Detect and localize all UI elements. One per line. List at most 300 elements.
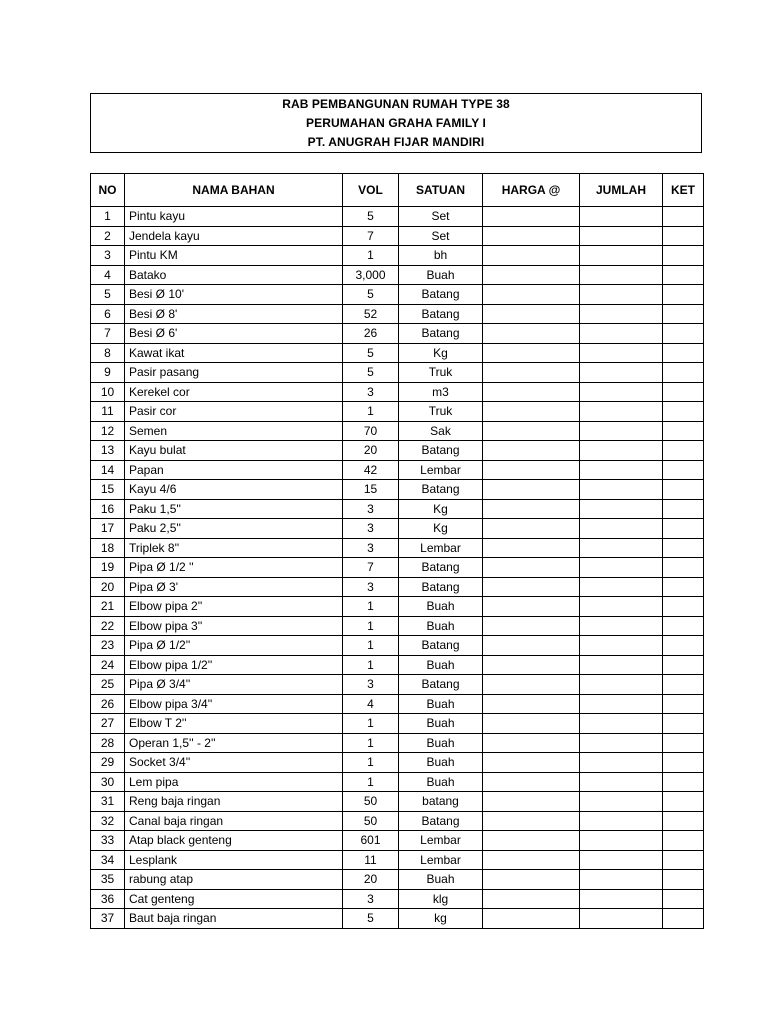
cell-vol: 7 bbox=[343, 226, 399, 246]
cell-nama-bahan: Pipa Ø 1/2 '' bbox=[125, 558, 343, 578]
cell-ket bbox=[663, 558, 704, 578]
cell-harga bbox=[483, 285, 580, 305]
cell-satuan: Lembar bbox=[399, 460, 483, 480]
cell-satuan: Lembar bbox=[399, 831, 483, 851]
cell-harga bbox=[483, 246, 580, 266]
cell-no: 34 bbox=[91, 850, 125, 870]
cell-satuan: Batang bbox=[399, 558, 483, 578]
cell-harga bbox=[483, 363, 580, 383]
cell-ket bbox=[663, 343, 704, 363]
cell-harga bbox=[483, 402, 580, 422]
cell-vol: 1 bbox=[343, 636, 399, 656]
cell-satuan: Batang bbox=[399, 636, 483, 656]
cell-ket bbox=[663, 675, 704, 695]
cell-nama-bahan: Kerekel cor bbox=[125, 382, 343, 402]
cell-nama-bahan: Pipa Ø 1/2'' bbox=[125, 636, 343, 656]
cell-satuan: batang bbox=[399, 792, 483, 812]
cell-vol: 7 bbox=[343, 558, 399, 578]
cell-ket bbox=[663, 714, 704, 734]
cell-ket bbox=[663, 831, 704, 851]
cell-nama-bahan: Pintu kayu bbox=[125, 207, 343, 227]
header-satuan: SATUAN bbox=[399, 174, 483, 207]
cell-jumlah bbox=[580, 480, 663, 500]
cell-nama-bahan: Socket 3/4'' bbox=[125, 753, 343, 773]
cell-ket bbox=[663, 538, 704, 558]
cell-no: 33 bbox=[91, 831, 125, 851]
cell-ket bbox=[663, 499, 704, 519]
cell-jumlah bbox=[580, 889, 663, 909]
cell-jumlah bbox=[580, 870, 663, 890]
header-harga: HARGA @ bbox=[483, 174, 580, 207]
cell-vol: 1 bbox=[343, 597, 399, 617]
cell-nama-bahan: Papan bbox=[125, 460, 343, 480]
cell-nama-bahan: Kayu bulat bbox=[125, 441, 343, 461]
cell-ket bbox=[663, 285, 704, 305]
cell-vol: 3 bbox=[343, 577, 399, 597]
cell-ket bbox=[663, 889, 704, 909]
cell-jumlah bbox=[580, 324, 663, 344]
cell-no: 26 bbox=[91, 694, 125, 714]
cell-vol: 3,000 bbox=[343, 265, 399, 285]
title-line-3: PT. ANUGRAH FIJAR MANDIRI bbox=[307, 134, 485, 149]
cell-vol: 5 bbox=[343, 285, 399, 305]
cell-jumlah bbox=[580, 733, 663, 753]
cell-satuan: Set bbox=[399, 207, 483, 227]
cell-ket bbox=[663, 519, 704, 539]
title-line-1: RAB PEMBANGUNAN RUMAH TYPE 38 bbox=[282, 96, 510, 111]
cell-nama-bahan: Pasir cor bbox=[125, 402, 343, 422]
cell-no: 18 bbox=[91, 538, 125, 558]
cell-satuan: klg bbox=[399, 889, 483, 909]
cell-jumlah bbox=[580, 558, 663, 578]
cell-harga bbox=[483, 324, 580, 344]
cell-ket bbox=[663, 421, 704, 441]
table-header-row bbox=[91, 174, 704, 207]
cell-satuan: Batang bbox=[399, 324, 483, 344]
cell-no: 4 bbox=[91, 265, 125, 285]
cell-vol: 50 bbox=[343, 811, 399, 831]
cell-no: 6 bbox=[91, 304, 125, 324]
cell-nama-bahan: Paku 1,5'' bbox=[125, 499, 343, 519]
cell-ket bbox=[663, 733, 704, 753]
table-row bbox=[91, 636, 704, 656]
cell-no: 15 bbox=[91, 480, 125, 500]
cell-nama-bahan: Elbow T 2'' bbox=[125, 714, 343, 734]
cell-ket bbox=[663, 597, 704, 617]
cell-satuan: Batang bbox=[399, 811, 483, 831]
table-row bbox=[91, 597, 704, 617]
table-row bbox=[91, 733, 704, 753]
cell-harga bbox=[483, 421, 580, 441]
cell-ket bbox=[663, 363, 704, 383]
cell-nama-bahan: Triplek 8'' bbox=[125, 538, 343, 558]
cell-jumlah bbox=[580, 499, 663, 519]
table-row bbox=[91, 831, 704, 851]
cell-vol: 1 bbox=[343, 402, 399, 422]
cell-harga bbox=[483, 850, 580, 870]
cell-nama-bahan: Reng baja ringan bbox=[125, 792, 343, 812]
cell-vol: 52 bbox=[343, 304, 399, 324]
cell-no: 7 bbox=[91, 324, 125, 344]
cell-harga bbox=[483, 616, 580, 636]
table-row bbox=[91, 909, 704, 929]
cell-no: 19 bbox=[91, 558, 125, 578]
cell-ket bbox=[663, 207, 704, 227]
cell-satuan: Buah bbox=[399, 870, 483, 890]
cell-ket bbox=[663, 304, 704, 324]
cell-jumlah bbox=[580, 343, 663, 363]
cell-jumlah bbox=[580, 675, 663, 695]
cell-harga bbox=[483, 792, 580, 812]
cell-jumlah bbox=[580, 207, 663, 227]
cell-satuan: bh bbox=[399, 246, 483, 266]
cell-ket bbox=[663, 226, 704, 246]
cell-harga bbox=[483, 831, 580, 851]
table-row bbox=[91, 772, 704, 792]
cell-satuan: Batang bbox=[399, 675, 483, 695]
cell-nama-bahan: Paku 2,5'' bbox=[125, 519, 343, 539]
table-row bbox=[91, 694, 704, 714]
cell-vol: 5 bbox=[343, 909, 399, 929]
cell-no: 36 bbox=[91, 889, 125, 909]
table-row bbox=[91, 363, 704, 383]
table-row bbox=[91, 577, 704, 597]
table-row bbox=[91, 792, 704, 812]
cell-no: 32 bbox=[91, 811, 125, 831]
table-row bbox=[91, 519, 704, 539]
cell-no: 1 bbox=[91, 207, 125, 227]
cell-no: 14 bbox=[91, 460, 125, 480]
table-row bbox=[91, 246, 704, 266]
cell-satuan: Buah bbox=[399, 753, 483, 773]
cell-jumlah bbox=[580, 714, 663, 734]
cell-nama-bahan: Batako bbox=[125, 265, 343, 285]
cell-harga bbox=[483, 772, 580, 792]
cell-satuan: Set bbox=[399, 226, 483, 246]
table-row bbox=[91, 421, 704, 441]
cell-nama-bahan: Besi Ø 6' bbox=[125, 324, 343, 344]
cell-jumlah bbox=[580, 460, 663, 480]
cell-ket bbox=[663, 441, 704, 461]
cell-jumlah bbox=[580, 811, 663, 831]
cell-no: 25 bbox=[91, 675, 125, 695]
cell-satuan: Buah bbox=[399, 655, 483, 675]
cell-vol: 11 bbox=[343, 850, 399, 870]
cell-nama-bahan: Lesplank bbox=[125, 850, 343, 870]
cell-no: 12 bbox=[91, 421, 125, 441]
cell-jumlah bbox=[580, 538, 663, 558]
cell-harga bbox=[483, 870, 580, 890]
cell-satuan: Batang bbox=[399, 285, 483, 305]
cell-no: 35 bbox=[91, 870, 125, 890]
cell-nama-bahan: Operan 1,5'' - 2'' bbox=[125, 733, 343, 753]
cell-harga bbox=[483, 480, 580, 500]
cell-satuan: Kg bbox=[399, 343, 483, 363]
cell-vol: 1 bbox=[343, 733, 399, 753]
material-table bbox=[90, 173, 704, 929]
cell-vol: 50 bbox=[343, 792, 399, 812]
cell-no: 9 bbox=[91, 363, 125, 383]
cell-harga bbox=[483, 499, 580, 519]
cell-nama-bahan: Pipa Ø 3/4'' bbox=[125, 675, 343, 695]
table-row bbox=[91, 304, 704, 324]
cell-jumlah bbox=[580, 246, 663, 266]
cell-harga bbox=[483, 382, 580, 402]
cell-harga bbox=[483, 889, 580, 909]
cell-satuan: Sak bbox=[399, 421, 483, 441]
cell-jumlah bbox=[580, 655, 663, 675]
table-row bbox=[91, 675, 704, 695]
cell-nama-bahan: Atap black genteng bbox=[125, 831, 343, 851]
cell-no: 5 bbox=[91, 285, 125, 305]
title-line-2: PERUMAHAN GRAHA FAMILY I bbox=[306, 115, 486, 130]
cell-vol: 3 bbox=[343, 889, 399, 909]
cell-harga bbox=[483, 597, 580, 617]
cell-harga bbox=[483, 226, 580, 246]
cell-jumlah bbox=[580, 792, 663, 812]
cell-nama-bahan: rabung atap bbox=[125, 870, 343, 890]
cell-ket bbox=[663, 402, 704, 422]
cell-harga bbox=[483, 343, 580, 363]
cell-satuan: Batang bbox=[399, 480, 483, 500]
cell-nama-bahan: Elbow pipa 3/4'' bbox=[125, 694, 343, 714]
cell-satuan: Batang bbox=[399, 577, 483, 597]
cell-nama-bahan: Elbow pipa 3'' bbox=[125, 616, 343, 636]
cell-jumlah bbox=[580, 772, 663, 792]
table-row bbox=[91, 460, 704, 480]
cell-satuan: Lembar bbox=[399, 850, 483, 870]
cell-no: 23 bbox=[91, 636, 125, 656]
cell-harga bbox=[483, 577, 580, 597]
cell-harga bbox=[483, 460, 580, 480]
cell-nama-bahan: Besi Ø 8' bbox=[125, 304, 343, 324]
cell-vol: 42 bbox=[343, 460, 399, 480]
cell-vol: 70 bbox=[343, 421, 399, 441]
cell-nama-bahan: Pintu KM bbox=[125, 246, 343, 266]
cell-harga bbox=[483, 811, 580, 831]
cell-harga bbox=[483, 694, 580, 714]
table-row bbox=[91, 480, 704, 500]
cell-nama-bahan: Canal baja ringan bbox=[125, 811, 343, 831]
cell-harga bbox=[483, 207, 580, 227]
table-row bbox=[91, 655, 704, 675]
cell-vol: 5 bbox=[343, 207, 399, 227]
cell-satuan: Truk bbox=[399, 402, 483, 422]
cell-satuan: Buah bbox=[399, 597, 483, 617]
cell-jumlah bbox=[580, 285, 663, 305]
cell-nama-bahan: Baut baja ringan bbox=[125, 909, 343, 929]
cell-no: 16 bbox=[91, 499, 125, 519]
cell-vol: 1 bbox=[343, 246, 399, 266]
header-jumlah: JUMLAH bbox=[580, 174, 663, 207]
cell-nama-bahan: Kayu 4/6 bbox=[125, 480, 343, 500]
cell-jumlah bbox=[580, 304, 663, 324]
cell-no: 31 bbox=[91, 792, 125, 812]
cell-no: 3 bbox=[91, 246, 125, 266]
table-row bbox=[91, 538, 704, 558]
header-ket: KET bbox=[663, 174, 704, 207]
cell-jumlah bbox=[580, 363, 663, 383]
cell-no: 10 bbox=[91, 382, 125, 402]
cell-ket bbox=[663, 324, 704, 344]
cell-no: 8 bbox=[91, 343, 125, 363]
table-row bbox=[91, 714, 704, 734]
cell-jumlah bbox=[580, 421, 663, 441]
table-row bbox=[91, 285, 704, 305]
cell-harga bbox=[483, 714, 580, 734]
cell-harga bbox=[483, 304, 580, 324]
cell-satuan: Buah bbox=[399, 714, 483, 734]
cell-vol: 601 bbox=[343, 831, 399, 851]
cell-satuan: m3 bbox=[399, 382, 483, 402]
cell-harga bbox=[483, 265, 580, 285]
cell-jumlah bbox=[580, 831, 663, 851]
cell-vol: 26 bbox=[343, 324, 399, 344]
cell-ket bbox=[663, 811, 704, 831]
cell-ket bbox=[663, 850, 704, 870]
cell-no: 29 bbox=[91, 753, 125, 773]
cell-satuan: Kg bbox=[399, 499, 483, 519]
cell-nama-bahan: Pipa Ø 3' bbox=[125, 577, 343, 597]
cell-vol: 3 bbox=[343, 382, 399, 402]
cell-vol: 1 bbox=[343, 714, 399, 734]
table-row bbox=[91, 499, 704, 519]
header-no: NO bbox=[91, 174, 125, 207]
cell-no: 13 bbox=[91, 441, 125, 461]
cell-nama-bahan: Cat genteng bbox=[125, 889, 343, 909]
cell-ket bbox=[663, 772, 704, 792]
cell-satuan: Buah bbox=[399, 694, 483, 714]
cell-harga bbox=[483, 636, 580, 656]
cell-ket bbox=[663, 460, 704, 480]
cell-satuan: Batang bbox=[399, 304, 483, 324]
cell-nama-bahan: Kawat ikat bbox=[125, 343, 343, 363]
cell-no: 28 bbox=[91, 733, 125, 753]
cell-ket bbox=[663, 870, 704, 890]
cell-ket bbox=[663, 382, 704, 402]
table-row bbox=[91, 441, 704, 461]
table-row bbox=[91, 850, 704, 870]
cell-no: 20 bbox=[91, 577, 125, 597]
cell-satuan: kg bbox=[399, 909, 483, 929]
cell-harga bbox=[483, 909, 580, 929]
cell-ket bbox=[663, 909, 704, 929]
cell-satuan: Buah bbox=[399, 772, 483, 792]
cell-no: 27 bbox=[91, 714, 125, 734]
cell-satuan: Buah bbox=[399, 616, 483, 636]
cell-ket bbox=[663, 694, 704, 714]
cell-satuan: Buah bbox=[399, 265, 483, 285]
cell-jumlah bbox=[580, 694, 663, 714]
cell-vol: 3 bbox=[343, 519, 399, 539]
cell-ket bbox=[663, 246, 704, 266]
table-row bbox=[91, 889, 704, 909]
cell-ket bbox=[663, 577, 704, 597]
cell-no: 24 bbox=[91, 655, 125, 675]
cell-jumlah bbox=[580, 382, 663, 402]
header-vol: VOL bbox=[343, 174, 399, 207]
table-row bbox=[91, 324, 704, 344]
cell-nama-bahan: Jendela kayu bbox=[125, 226, 343, 246]
cell-vol: 1 bbox=[343, 655, 399, 675]
cell-vol: 1 bbox=[343, 753, 399, 773]
cell-vol: 20 bbox=[343, 441, 399, 461]
cell-ket bbox=[663, 480, 704, 500]
cell-no: 11 bbox=[91, 402, 125, 422]
cell-no: 2 bbox=[91, 226, 125, 246]
cell-vol: 1 bbox=[343, 616, 399, 636]
cell-jumlah bbox=[580, 402, 663, 422]
cell-nama-bahan: Semen bbox=[125, 421, 343, 441]
cell-vol: 1 bbox=[343, 772, 399, 792]
cell-vol: 20 bbox=[343, 870, 399, 890]
table-row bbox=[91, 870, 704, 890]
cell-no: 37 bbox=[91, 909, 125, 929]
table-row bbox=[91, 811, 704, 831]
cell-jumlah bbox=[580, 909, 663, 929]
cell-harga bbox=[483, 655, 580, 675]
cell-no: 30 bbox=[91, 772, 125, 792]
cell-harga bbox=[483, 441, 580, 461]
cell-jumlah bbox=[580, 519, 663, 539]
cell-ket bbox=[663, 616, 704, 636]
cell-ket bbox=[663, 265, 704, 285]
table-row bbox=[91, 616, 704, 636]
cell-ket bbox=[663, 636, 704, 656]
cell-harga bbox=[483, 753, 580, 773]
cell-satuan: Truk bbox=[399, 363, 483, 383]
table-row bbox=[91, 382, 704, 402]
cell-no: 22 bbox=[91, 616, 125, 636]
cell-harga bbox=[483, 733, 580, 753]
cell-satuan: Batang bbox=[399, 441, 483, 461]
cell-jumlah bbox=[580, 441, 663, 461]
table-row bbox=[91, 265, 704, 285]
cell-vol: 5 bbox=[343, 363, 399, 383]
table-row bbox=[91, 343, 704, 363]
cell-jumlah bbox=[580, 636, 663, 656]
cell-ket bbox=[663, 655, 704, 675]
cell-vol: 3 bbox=[343, 538, 399, 558]
cell-harga bbox=[483, 519, 580, 539]
table-row bbox=[91, 207, 704, 227]
cell-nama-bahan: Lem pipa bbox=[125, 772, 343, 792]
cell-jumlah bbox=[580, 226, 663, 246]
cell-satuan: Buah bbox=[399, 733, 483, 753]
cell-satuan: Kg bbox=[399, 519, 483, 539]
cell-ket bbox=[663, 792, 704, 812]
table-row bbox=[91, 753, 704, 773]
cell-jumlah bbox=[580, 597, 663, 617]
cell-nama-bahan: Besi Ø 10' bbox=[125, 285, 343, 305]
cell-no: 21 bbox=[91, 597, 125, 617]
cell-harga bbox=[483, 558, 580, 578]
cell-nama-bahan: Pasir pasang bbox=[125, 363, 343, 383]
cell-satuan: Lembar bbox=[399, 538, 483, 558]
table-row bbox=[91, 402, 704, 422]
cell-vol: 3 bbox=[343, 675, 399, 695]
cell-jumlah bbox=[580, 577, 663, 597]
cell-ket bbox=[663, 753, 704, 773]
table-row bbox=[91, 558, 704, 578]
table-row bbox=[91, 226, 704, 246]
header-nama-bahan: NAMA BAHAN bbox=[125, 174, 343, 207]
cell-vol: 4 bbox=[343, 694, 399, 714]
cell-vol: 3 bbox=[343, 499, 399, 519]
cell-jumlah bbox=[580, 616, 663, 636]
cell-vol: 5 bbox=[343, 343, 399, 363]
cell-harga bbox=[483, 538, 580, 558]
